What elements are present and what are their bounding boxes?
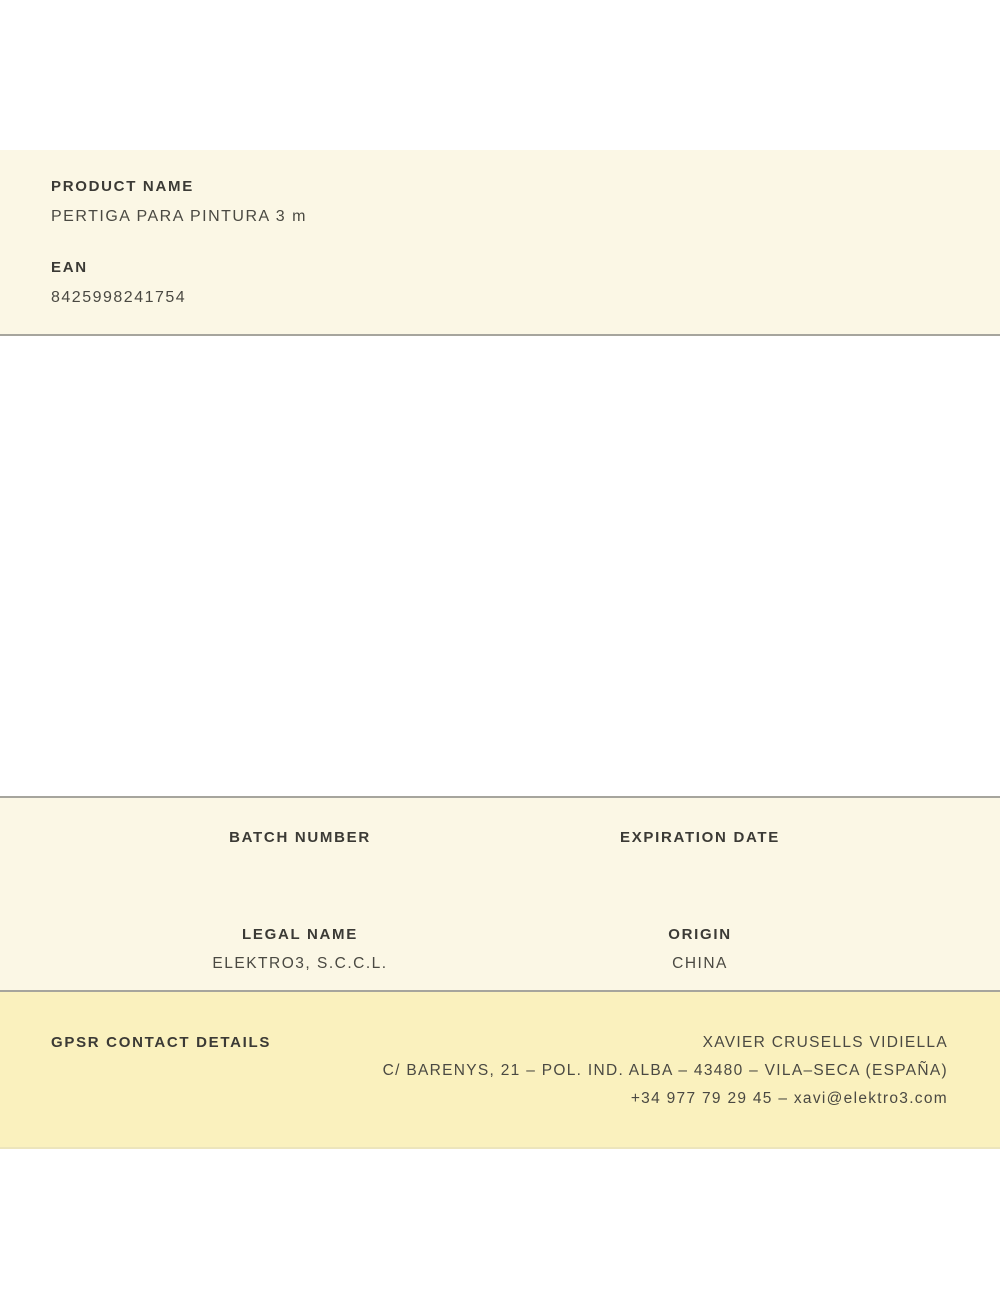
legal-name-label: LEGAL NAME xyxy=(242,926,358,943)
gpsr-contact-section xyxy=(0,992,1000,1149)
gpsr-contact-details xyxy=(383,1029,948,1113)
batch-legal-section xyxy=(0,796,1000,992)
expiration-date-label: EXPIRATION DATE xyxy=(620,829,780,846)
batch-number-field xyxy=(100,828,500,856)
product-name-label: PRODUCT NAME xyxy=(51,178,194,195)
ean-label: EAN xyxy=(51,259,88,276)
expiration-date-field xyxy=(500,828,900,856)
batch-number-label: BATCH NUMBER xyxy=(229,829,371,846)
contact-name: XAVIER CRUSELLS VIDIELLA xyxy=(702,1034,948,1051)
batch-expiration-row xyxy=(100,828,900,856)
origin-value: CHINA xyxy=(672,955,728,972)
contact-phone-email: +34 977 79 29 45 – xavi@elektro3.com xyxy=(630,1090,948,1107)
product-image-area xyxy=(0,336,1000,796)
product-name-value: PERTIGA PARA PINTURA 3 m xyxy=(51,208,307,225)
ean-field xyxy=(51,258,949,308)
gpsr-contact-label: GPSR CONTACT DETAILS xyxy=(51,1034,272,1051)
top-whitespace xyxy=(0,0,1000,150)
legal-name-field xyxy=(100,925,500,974)
product-info-section xyxy=(0,150,1000,336)
contact-address: C/ BARENYS, 21 – POL. IND. ALBA – 43480 – VILA–SECA (ESPAÑA) xyxy=(382,1062,948,1079)
product-name-field xyxy=(51,177,949,227)
origin-label: ORIGIN xyxy=(668,926,732,943)
legal-origin-row xyxy=(100,925,900,974)
origin-field xyxy=(500,925,900,974)
legal-name-value: ELEKTRO3, S.C.C.L. xyxy=(212,955,388,972)
ean-value: 8425998241754 xyxy=(51,289,187,306)
